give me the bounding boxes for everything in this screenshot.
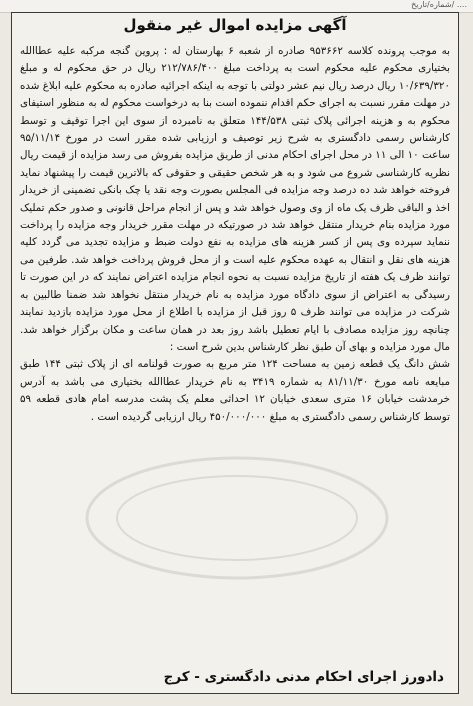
- corner-label: شماره/تاریخ/ ....: [411, 0, 467, 9]
- notice-body: [20, 43, 450, 426]
- notice-title: آگهی مزایده اموال غیر منقول: [123, 16, 347, 34]
- notice-signature: دادورز اجرای احکام مدنی دادگستری - کرج: [163, 669, 444, 685]
- auction-notice: [11, 12, 459, 694]
- watermark-seal: [72, 443, 402, 593]
- notice-paragraph-property: شش دانگ یک قطعه زمین به مساحت ۱۲۴ متر مربع به صورت قولنامه ای از پلاک ثبتی ۱۴۴ طبق مبایعه نامه مورخ ۸۱/۱۱/۳۰ به شماره ۳۴۱۹ به نام خریدار عطاالله بختیاری می باشد به آدرس خرمدشت خیابان ۱۶ متری سعدی خیابان ۱۲ احداثی معلم یک پشت مدرسه امام هادی قطعه ۵۹ توسط کارشناس رسمی دادگستری به مبلغ ۴۵۰/۰۰۰/۰۰۰ ریال ارزیابی گردیده است .: [20, 358, 450, 423]
- notice-paragraph-main: به موجب پرونده کلاسه ۹۵۳۶۶۲ صادره از شعبه ۶ بهارستان له : پروین گنجه مرکبه علیه عطاالله بختیاری محکوم علیه محکوم است به پرداخت مبلغ ۲۱۲/۷۸۶/۴۰۰ ریال در حق محکوم له و مبلغ ۱۰/۶۳۹/۳۲۰ ریال درصد ریال نیم عشر دولتی با توجه به اینکه اجرائیه صادره به محکوم علیه ابلاغ شده در مهلت مقرر نسبت به اجرای حکم اقدام ننموده است بنا به درخواست محکوم له به منظور استیفای محکوم به و هزینه اجرائی پلاک ثبتی ۱۴۴/۵۳۸ متعلق به نامبرده از سوی این اجرا توقیف و توسط کارشناس رسمی دادگستری به شرح زیر توصیف و ارزیابی شده مقرر است در مورخ ۹۵/۱۱/۱۴ ساعت ۱۰ الی ۱۱ در محل اجرای احکام مدنی از طریق مزایده بفروش می رسد مزایده از قیمت ریال نظریه کارشناسی شروع می شود و به هر شخص حقیقی و حقوقی که بالاترین قیمت را پیشنهاد نماید فروخته خواهد شد ده درصد وجه مزایده فی المجلس بصورت وجه نقد یا چک بانکی تضمینی از خریدار اخذ و الباقی ظرف یک ماه از وی وصول خواهد شد و پس از انجام مراحل قانونی و صدور حکم تملیک مورد مزایده بنام خریدار منتقل خواهد شد در صورتیکه در مهلت مقرر خریدار وجه مزایده را پرداخت ننماید سپرده وی پس از کسر هزینه های مزایده به نفع دولت ضبط و مزایده تجدید می گردد کلیه هزینه های نقل و انتقال به عهده محکوم علیه است و از محل فروش پرداخت خواهد شد. طرفین می توانند ظرف یک هفته از تاریخ مزایده نسبت به نحوه انجام مزایده اعتراض نمایند که در این صورت تا رسیدگی به اعتراض از سوی دادگاه مورد مزایده به نام خریدار منتقل نخواهد شد ضمنا طالبین به شرکت در مزایده می توانند ظرف ۵ روز قبل از مزایده با اطلاع از محل مورد مزایده بازدید نمایند چنانچه روز مزایده مصادف با ایام تعطیل باشد روز بعد در همان ساعت و مکان برگزار خواهد شد. مال مورد مزایده و بهای آن طبق نظر کارشناس بدین شرح است :: [20, 45, 450, 353]
